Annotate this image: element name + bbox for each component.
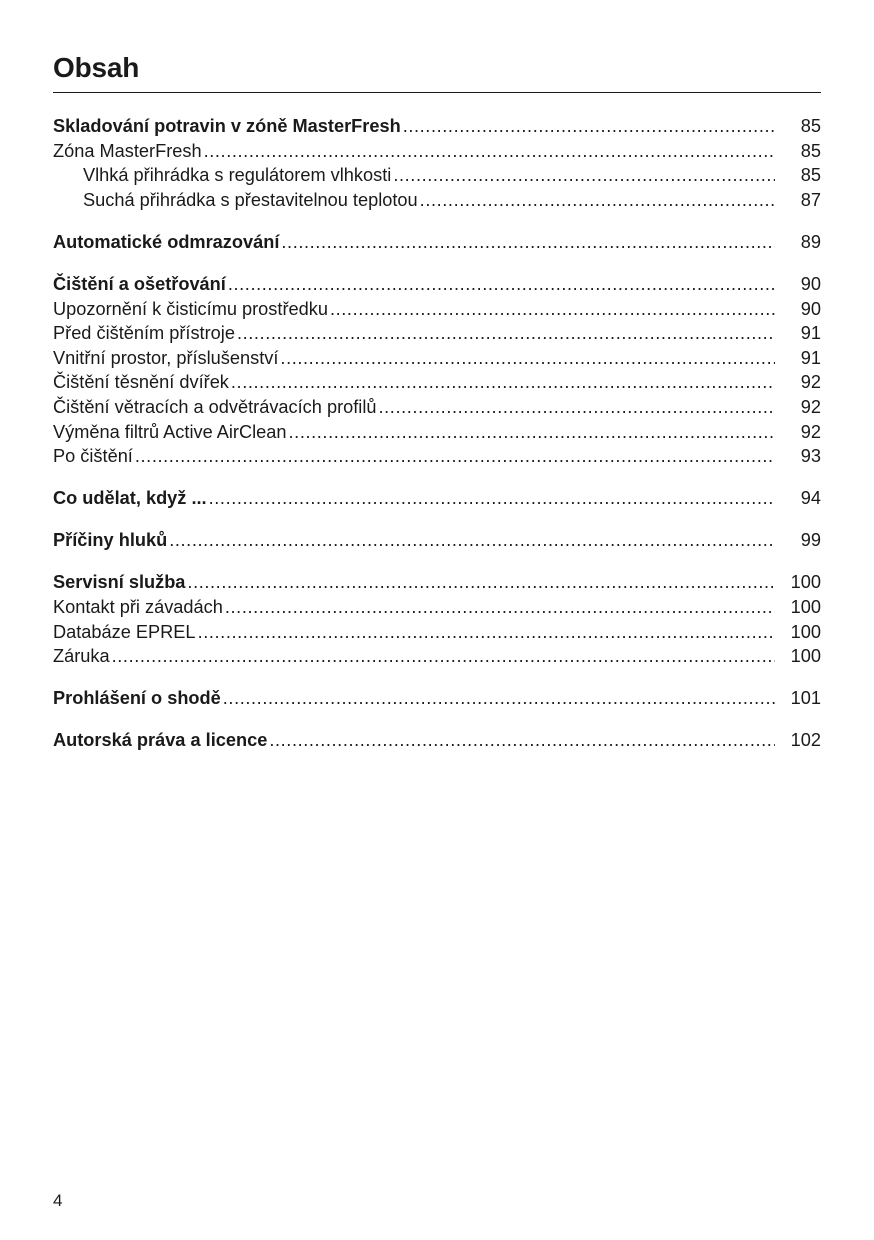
toc-entry-title: Upozornění k čisticímu prostředku (53, 298, 328, 319)
toc-entry-page-number: 85 (800, 165, 821, 186)
toc-entry-page-number: 87 (800, 189, 821, 210)
toc-entry-title: Automatické odmrazování (53, 231, 280, 252)
toc-section-entry[interactable] (53, 297, 821, 322)
toc-entry-title: Autorská práva a licence (53, 730, 268, 751)
dot-leader (228, 272, 775, 297)
toc-chapter-entry[interactable] (53, 728, 821, 753)
dot-leader (187, 570, 775, 595)
toc-section-entry[interactable] (53, 620, 821, 645)
toc-entry-page-number: 99 (800, 530, 821, 551)
toc-entry-page-number: 101 (790, 688, 821, 709)
toc-chapter-entry[interactable] (53, 570, 821, 595)
dot-leader (209, 486, 775, 511)
toc-entry-title: Záruka (53, 646, 110, 667)
toc-entry-page-number: 85 (800, 140, 821, 161)
dot-leader (403, 114, 775, 139)
toc-entry-page-number: 92 (800, 421, 821, 442)
toc-entry-title: Vnitřní prostor, příslušenství (53, 347, 279, 368)
toc-entry-page-number: 100 (790, 597, 821, 617)
toc-entry-title: Čištění a ošetřování (53, 273, 226, 294)
dot-leader (112, 644, 775, 669)
toc-entry-title: Zóna MasterFresh (53, 140, 202, 161)
toc-entry-title: Vlhká přihrádka s regulátorem vlhkosti (83, 165, 392, 186)
toc-entry-page-number: 102 (790, 730, 821, 751)
toc-entry-page-number: 94 (800, 488, 821, 509)
toc-entry-page-number: 100 (790, 646, 821, 667)
toc-chapter-entry[interactable] (53, 114, 821, 139)
toc-section (53, 230, 821, 255)
toc-chapter-entry[interactable] (53, 272, 821, 297)
toc-subsection-entry[interactable] (53, 163, 821, 188)
toc-entry-page-number: 92 (800, 372, 821, 393)
dot-leader (225, 595, 775, 620)
toc-section-entry[interactable] (53, 370, 821, 395)
toc-entry-title: Co udělat, když ... (53, 488, 207, 509)
toc-entry-page-number: 100 (790, 621, 821, 642)
toc-entry-title: Výměna filtrů Active AirClean (53, 421, 287, 442)
dot-leader (223, 686, 775, 711)
toc-section-entry[interactable] (53, 346, 821, 371)
dot-leader (393, 163, 775, 188)
table-of-contents (53, 114, 821, 770)
toc-entry-title: Kontakt při závadách (53, 597, 223, 617)
toc-entry-title: Databáze EPREL (53, 621, 196, 642)
toc-entry-title: Skladování potravin v zóně MasterFresh (53, 116, 401, 136)
toc-section (53, 728, 821, 753)
dot-leader (269, 728, 775, 753)
toc-chapter-entry[interactable] (53, 486, 821, 511)
toc-section (53, 486, 821, 511)
toc-section-entry[interactable] (53, 595, 821, 620)
toc-entry-page-number: 100 (790, 572, 821, 593)
dot-leader (289, 420, 775, 445)
dot-leader (198, 620, 775, 645)
toc-section-entry[interactable] (53, 644, 821, 669)
toc-entry-title: Čištění větracích a odvětrávacích profilů (53, 396, 377, 417)
dot-leader (330, 297, 775, 322)
toc-entry-title: Prohlášení o shodě (53, 688, 221, 709)
toc-entry-title: Po čištění (53, 446, 133, 467)
toc-entry-title: Před čištěním přístroje (53, 323, 235, 344)
toc-section (53, 570, 821, 668)
dot-leader (169, 528, 775, 553)
toc-section (53, 528, 821, 553)
toc-entry-page-number: 92 (800, 396, 821, 417)
page-number: 4 (53, 1191, 63, 1210)
toc-entry-page-number: 90 (800, 273, 821, 294)
toc-entry-title: Suchá přihrádka s přestavitelnou teplotou (83, 189, 418, 210)
toc-entry-page-number: 85 (800, 116, 821, 136)
dot-leader (231, 370, 775, 395)
toc-chapter-entry[interactable] (53, 686, 821, 711)
dot-leader (204, 139, 775, 164)
toc-entry-title: Čištění těsnění dvířek (53, 372, 229, 393)
toc-entry-page-number: 93 (800, 446, 821, 467)
toc-entry-page-number: 90 (800, 298, 821, 319)
dot-leader (237, 321, 775, 346)
dot-leader (420, 188, 775, 213)
toc-section (53, 114, 821, 212)
toc-subsection-entry[interactable] (53, 188, 821, 213)
dot-leader (280, 346, 775, 371)
toc-entry-page-number: 91 (800, 323, 821, 344)
dot-leader (379, 395, 776, 420)
title-divider (53, 92, 821, 93)
toc-entry-page-number: 89 (800, 231, 821, 252)
toc-entry-page-number: 91 (800, 347, 821, 368)
toc-entry-title: Příčiny hluků (53, 530, 168, 551)
toc-section (53, 272, 821, 469)
dot-leader (281, 230, 775, 255)
page-title: Obsah (53, 52, 140, 83)
toc-chapter-entry[interactable] (53, 230, 821, 255)
toc-chapter-entry[interactable] (53, 528, 821, 553)
toc-section-entry[interactable] (53, 139, 821, 164)
toc-section-entry[interactable] (53, 321, 821, 346)
toc-entry-title: Servisní služba (53, 572, 186, 593)
toc-section-entry[interactable] (53, 395, 821, 420)
toc-section-entry[interactable] (53, 420, 821, 445)
toc-section (53, 686, 821, 711)
toc-section-entry[interactable] (53, 444, 821, 469)
dot-leader (135, 444, 775, 469)
